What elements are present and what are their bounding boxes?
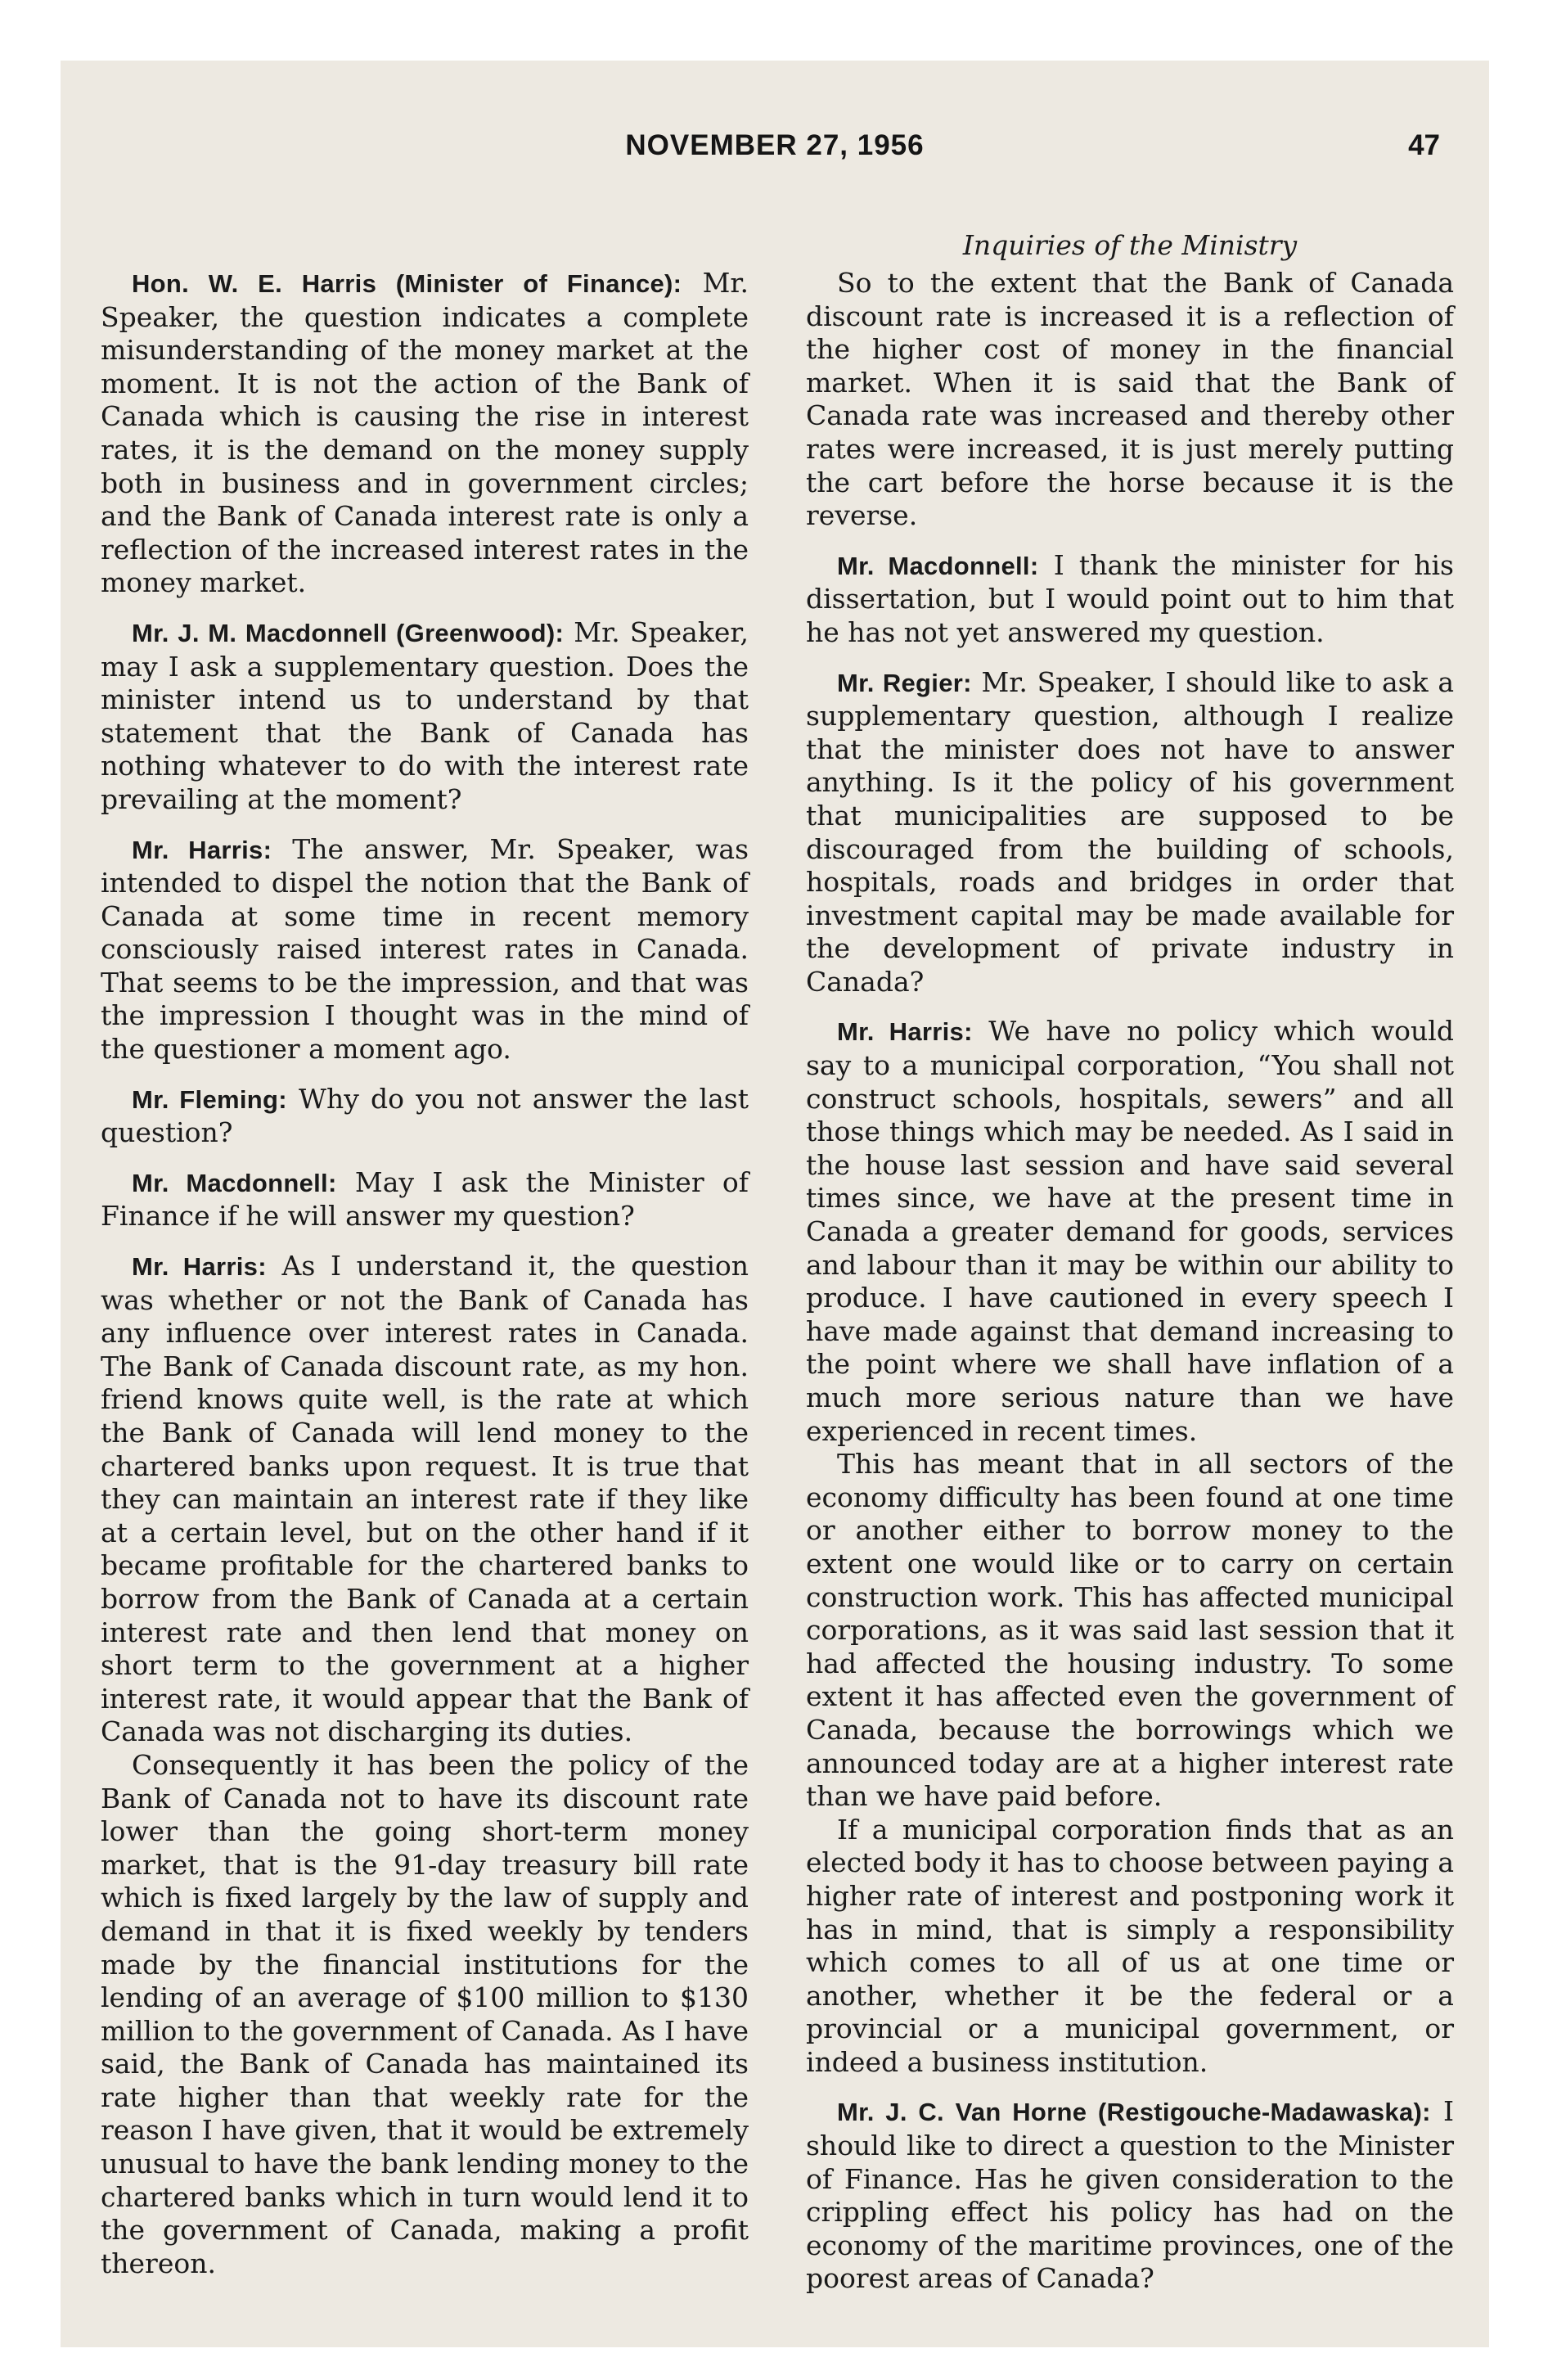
paragraph [101,1749,749,2281]
speaker-name: Mr. Harris: [132,835,272,864]
speaker-name: Hon. W. E. Harris (Minister of Finance): [132,269,682,298]
paragraph [101,616,749,817]
speaker-name: Mr. Macdonnell: [132,1168,337,1197]
speaker-name: Mr. Regier: [837,668,972,697]
speaker-name: Mr. Harris: [837,1017,973,1047]
paragraph-text: So to the extent that the Bank of Canada discount rate is increased it is a reflection of the higher cost of money in the financial market. When it is said that the Bank of Canada rate was increased and thereby other rates were increased, it is just merely putting the cart before the horse because it is the reverse. [806,267,1454,532]
header-date: NOVEMBER 27, 1956 [625,129,925,161]
paragraph-text: Consequently it has been the policy of the Bank of Canada not to have its discount rate lower than the going short-term money market, that is the 91-day treasury bill rate which is fixed largely by the law of supply and demand in that it is fixed weekly by tenders made by the financial institutions for the lending of an average of $100 million to $130 million to the government of Canada. As I have said, the Bank of Canada has maintained its rate higher than that weekly rate for the reason I have given, that it would be extremely unusual to have the bank lending money to the chartered banks which in turn would lend it to the government of Canada, making a profit thereon. [101,1748,749,2279]
left-column [101,267,749,2297]
paragraph [101,267,749,600]
paragraph [101,833,749,1066]
paragraph [806,267,1454,533]
paragraph-text: Mr. Speaker, may I ask a supplementary question. Does the minister intend us to understand by that statement that the Bank of Canada has nothing whatever to do with the interest rate prevailing at the moment? [101,615,749,815]
paragraph [101,1166,749,1233]
paragraph-text: The answer, Mr. Speaker, was intended to dispel the notion that the Bank of Canada at some time in recent memory consciously raised interest rates in Canada. That seems to be the impression, and that was the impression I thought was in the mind of the questioner a moment ago. [101,832,749,1066]
paragraph [806,1814,1454,2080]
paragraph-text: I thank the minister for his dissertation, but I would point out to him that he has not yet answered my question. [806,548,1454,648]
page-header [61,129,1489,178]
scanned-page [61,61,1489,2347]
paragraph-text: May I ask the Minister of Finance if he will answer my question? [101,1165,749,1233]
paragraph-text: We have no policy which would say to a municipal corporation, “You shall not construct schools, hospitals, sewers” and all those things which may be needed. As I said in the house last session and have said several times since, we have at the present time in Canada a greater demand for goods, services and labour than it may be within our ability to produce. I have cautioned in every speech I have made against that demand increasing to the point where we shall have inflation of a much more serious nature than we have experienced in recent times. [806,1015,1454,1447]
paragraph [806,549,1454,650]
speaker-name: Mr. Macdonnell: [837,551,1039,580]
paragraph [806,1015,1454,1448]
paragraph-text: I should like to direct a question to the Minister of Finance. Has he given consideration to the crippling effect his policy has had on the economy of the maritime provinces, one of the poorest areas of Canada? [806,2095,1454,2295]
paragraph [101,1250,749,1749]
paragraph [806,1448,1454,1814]
right-column [806,229,1454,2312]
paragraph-text: As I understand it, the question was whether or not the Bank of Canada has any influence over interest rates in Canada. The Bank of Canada discount rate, as my hon. friend knows quite well, is the rate at which the Bank of Canada will lend money to the chartered banks upon request. It is true that they can maintain an interest rate if they like at a certain level, but on the other hand if it became profitable for the chartered banks to borrow from the Bank of Canada at a certain interest rate and then lend that money on short term to the government at a higher interest rate, it would appear that the Bank of Canada was not discharging its duties. [101,1250,749,1748]
speaker-name: Mr. Harris: [132,1252,267,1282]
paragraph-text: This has meant that in all sectors of the economy difficulty has been found at one time or another either to borrow money to the extent one would like or to carry on certain construction work. This has affected municipal corporations, as it was said last session that it had affected the housing industry. To some extent it has affected even the government of Canada, because the borrowings which we announced today are at a higher interest rate than we have paid before. [806,1448,1454,1813]
paragraph [806,2095,1454,2296]
speaker-name: Mr. J. C. Van Horne (Restigouche-Madawaska): [837,2098,1431,2127]
running-head: Inquiries of the Ministry [962,229,1298,261]
speaker-name: Mr. Fleming: [132,1084,287,1114]
speaker-name: Mr. J. M. Macdonnell (Greenwood): [132,618,565,647]
paragraph-text: Why do you not answer the last question? [101,1082,749,1149]
paragraph [806,666,1454,999]
page-number: 47 [1408,129,1440,161]
paragraph-text: Mr. Speaker, I should like to ask a supplementary question, although I realize that the minister does not have to answer anything. Is it the policy of his government that municipalities are supposed to be discouraged from the building of schools, hospitals, roads and bridges in order that investment capital may be made available for the development of private industry in Canada? [806,665,1454,998]
paragraph-text: Mr. Speaker, the question indicates a complete misunderstanding of the money market at the moment. It is not the action of the Bank of Canada which is causing the rise in interest rates, it is the demand on the money supply both in business and in government circles; and the Bank of Canada interest rate is only a reflection of the increased interest rates in the money market. [101,267,749,599]
paragraph-text: If a municipal corporation finds that as an elected body it has to choose between paying a higher rate of interest and postponing work it has in mind, that is simply a responsibility which comes to all of us at one time or another, whether it be the federal or a provincial or a municipal government, or indeed a business institution. [806,1813,1454,2078]
paragraph [101,1083,749,1150]
